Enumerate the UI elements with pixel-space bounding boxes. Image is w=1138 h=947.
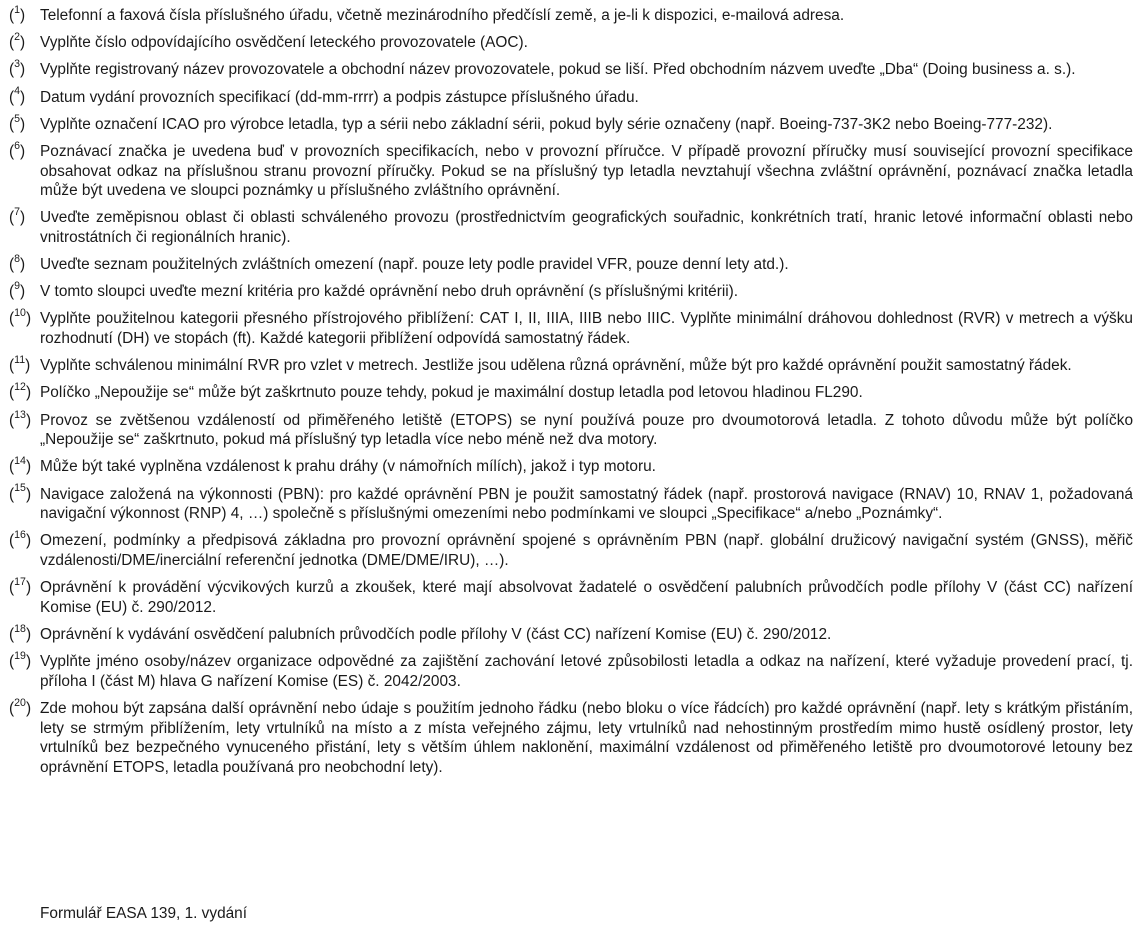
footnote-marker: ($^{14}$) (9, 455, 32, 476)
footnote-text: Vyplňte číslo odpovídajícího osvědčení leteckého provozovatele (AOC). (40, 34, 528, 52)
footnote-number: 15 (14, 482, 26, 495)
footnote-item (9, 3, 1133, 26)
footnote-text: Uveďte zeměpisnou oblast či oblasti schváleného provozu (prostřednictvím geografických souřadnic, konkrétních tratí, hranic letové informační oblasti nebo vnitrostátních či regionálních hranic). (40, 209, 1133, 246)
footnote-marker: ($^{12}$) (9, 381, 32, 402)
footnote-marker: ($^7$) (9, 206, 26, 227)
footnote-number: 20 (14, 696, 26, 709)
footnote-marker: ($^{16}$) (9, 529, 32, 550)
footnote-number: 11 (14, 354, 26, 367)
footnote-text: Omezení, podmínky a předpisová základna pro provozní oprávnění spojené s oprávněním PBN (např. globální družicový navigační systém (GNSS), měřič vzdálenosti/DME/inerciální referenční jednotka (DME/DME/IRU), …). (40, 532, 1133, 569)
footnote-text: Telefonní a faxová čísla příslušného úřadu, včetně mezinárodního předčíslí země, a je-li k dispozici, e-mailová adresa. (40, 7, 845, 24)
footnote-number: 19 (14, 650, 26, 662)
footnote-text: Může být také vyplněna vzdálenost k prahu dráhy (v námořních mílích), jakož i typ motoru. (40, 458, 656, 476)
footnote-text: Zde mohou být zapsána další oprávnění nebo údaje s použitím jednoho řádku (nebo bloku o více řádcích) pro každé oprávnění (např. lety s krátkým přistáním, lety se strmým přiblížením, lety vrtulníků na místo a z místa veřejného zájmu, lety vrtulníků nad nehostinným prostředím mimo hustě osídlený prostor, lety vrtulníků bez bezpečného vynuceného přistání, lety s větším úhlem naklonění, maximální vzdálenost od přiměřeného letiště pro dvoumotorové letouny bez oprávnění ETOPS, letadla používaná pro neobchodní lety). (40, 699, 1133, 776)
footnote-item (9, 60, 1133, 80)
footnote-number: 5 (14, 112, 21, 125)
footnote-number: 13 (14, 408, 26, 421)
form-footer: Formulář EASA 139, 1. vydání (40, 905, 248, 922)
footnote-text: Navigace založená na výkonnosti (PBN): pro každé oprávnění PBN je použit samostatný řádek (např. prostorová navigace (RNAV) 10, RNAV 1, požadovaná navigační výkonnost (RNP) 4, …) společně s příslušnými omezeními nebo podmínkami ve sloupci „Specifikace“ a/nebo „Poznámky“. (40, 485, 1133, 523)
footnote-number: 12 (14, 381, 26, 394)
footnote-number: 4 (14, 85, 21, 98)
footnotes-page (9, 3, 1133, 785)
footnote-marker: ($^{18}$) (9, 622, 32, 643)
footnote-text: Oprávnění k provádění výcvikových kurzů a zkoušek, které mají absolvovat žadatelé o osvědčení palubních průvodčích podle přílohy V (část CC) nařízení Komise (EU) č. 290/2012. (40, 579, 1133, 616)
footnote-text: Uveďte seznam použitelných zvláštních omezení (např. pouze lety podle pravidel VFR, pouze denní lety atd.). (40, 256, 789, 274)
footnote-marker: ($^{10}$) (9, 307, 32, 328)
footnote-text: Políčko „Nepoužije se“ může být zaškrtnuto pouze tehdy, pokud je maximální dostup letadla pod letovou hladinou FL290. (40, 384, 863, 402)
footnote-item (9, 531, 1133, 570)
footnote-text: V tomto sloupci uveďte mezní kritéria pro každé oprávnění nebo druh oprávnění (s příslušnými kritérii). (40, 283, 739, 301)
footnote-number: 17 (14, 576, 26, 589)
footnote-marker: ($^3$) (9, 58, 26, 79)
footnote-marker: ($^4$) (9, 85, 26, 106)
footnote-number: 6 (14, 139, 21, 152)
footnote-marker: ($^{13}$) (9, 408, 32, 429)
footnote-number: 7 (14, 206, 21, 219)
footnote-item (9, 652, 1133, 691)
footnote-number: 2 (14, 31, 21, 44)
footnote-item (9, 139, 1133, 201)
footnote-number: 18 (14, 622, 26, 635)
footnote-item (9, 578, 1133, 617)
footnote-item (9, 482, 1133, 524)
footnote-item (9, 85, 1133, 108)
footnote-item (9, 252, 1133, 275)
footnote-text: Provoz se zvětšenou vzdáleností od přiměřeného letiště (ETOPS) se nyní používá pouze pro dvoumotorová letadla. Z tohoto důvodu může být políčko „Nepoužije se“ zaškrtnuto, pokud má příslušný typ letadla více nebo méně než dva motory. (40, 411, 1133, 449)
footnote-text: Vyplňte schválenou minimální RVR pro vzlet v metrech. Jestliže jsou udělena různá oprávnění, může být pro každé oprávnění použit samostatný řádek. (40, 357, 1072, 375)
footnote-marker: ($^{11}$) (9, 354, 31, 375)
footnote-marker: ($^6$) (9, 139, 26, 160)
footnote-item (9, 408, 1133, 450)
footnote-text: Datum vydání provozních specifikací (dd-mm-rrrr) a podpis zástupce příslušného úřadu. (40, 88, 639, 106)
footnote-text: Vyplňte použitelnou kategorii přesného přístrojového přiblížení: CAT I, II, IIIA, IIIB nebo IIIC. Vyplňte minimální dráhovou dohlednost (RVR) v metrech a výšku rozhodnutí (DH) ve stopách (ft). Každé kategorii přiblížení odpovídá samostatný řádek. (40, 310, 1133, 348)
footnote-marker: ($^8$) (9, 252, 26, 274)
footnote-marker: ($^9$) (9, 280, 26, 301)
footnote-item (9, 33, 1133, 53)
footnote-text: Oprávnění k vydávání osvědčení palubních průvodčích podle přílohy V (část CC) nařízení Komise (EU) č. 290/2012. (40, 625, 832, 643)
footnote-text: Vyplňte registrovaný název provozovatele a obchodní název provozovatele, pokud se liší. Před obchodním názvem uveďte „Dba“ (Doing business a. s.). (40, 61, 1076, 79)
footnote-item (9, 356, 1133, 376)
footnote-marker: ($^{20}$) (9, 696, 32, 717)
footnote-item (9, 309, 1133, 348)
footnote-item (9, 208, 1133, 247)
footnote-number: 9 (14, 280, 21, 293)
footnote-text: Vyplňte označení ICAO pro výrobce letadla, typ a sérii nebo základní sérii, pokud byly série označeny (např. Boeing-737-3K2 nebo Boeing-777-232). (40, 115, 1053, 133)
footnote-item (9, 282, 1133, 302)
footnote-text: Poznávací značka je uvedena buď v provozních specifikacích, nebo v provozní příručce. V případě provozní příručky musí související provozní specifikace obsahovat odkaz na příslušnou stranu provozní příručky. Pokud se na příslušný typ letadla nevztahují všechna zvláštní oprávnění, poznávací značka letadla může být uvedena ve sloupci poznámky u příslušného zvláštního oprávnění. (40, 142, 1133, 200)
footnote-item (9, 112, 1133, 135)
footnote-marker: ($^5$) (9, 112, 26, 133)
footnote-item (9, 622, 1133, 645)
footnote-number: 3 (14, 58, 21, 71)
footnote-marker: ($^2$) (9, 31, 26, 52)
footnote-marker: ($^1$) (9, 3, 26, 24)
footnote-number: 16 (14, 529, 26, 542)
footnotes-list (9, 3, 1133, 777)
footnote-number: 8 (14, 252, 21, 265)
footnote-item (9, 696, 1133, 777)
footnote-item (9, 383, 1133, 403)
footnote-number: 1 (14, 3, 21, 16)
footnote-marker: ($^{15}$) (9, 482, 32, 503)
footnote-text: Vyplňte jméno osoby/název organizace odpovědné za zajištění zachování letové způsobilosti letadla a odkaz na nařízení, které vyžaduje provedení prací, tj. příloha I (část M) hlava G nařízení Komise (ES) č. 2042/2003. (40, 653, 1133, 690)
footnote-marker: ($^{19}$) (9, 650, 32, 671)
footnote-number: 14 (14, 455, 26, 468)
footnote-item (9, 457, 1133, 477)
footnote-marker: ($^{17}$) (9, 576, 32, 597)
footnote-number: 10 (14, 307, 26, 320)
